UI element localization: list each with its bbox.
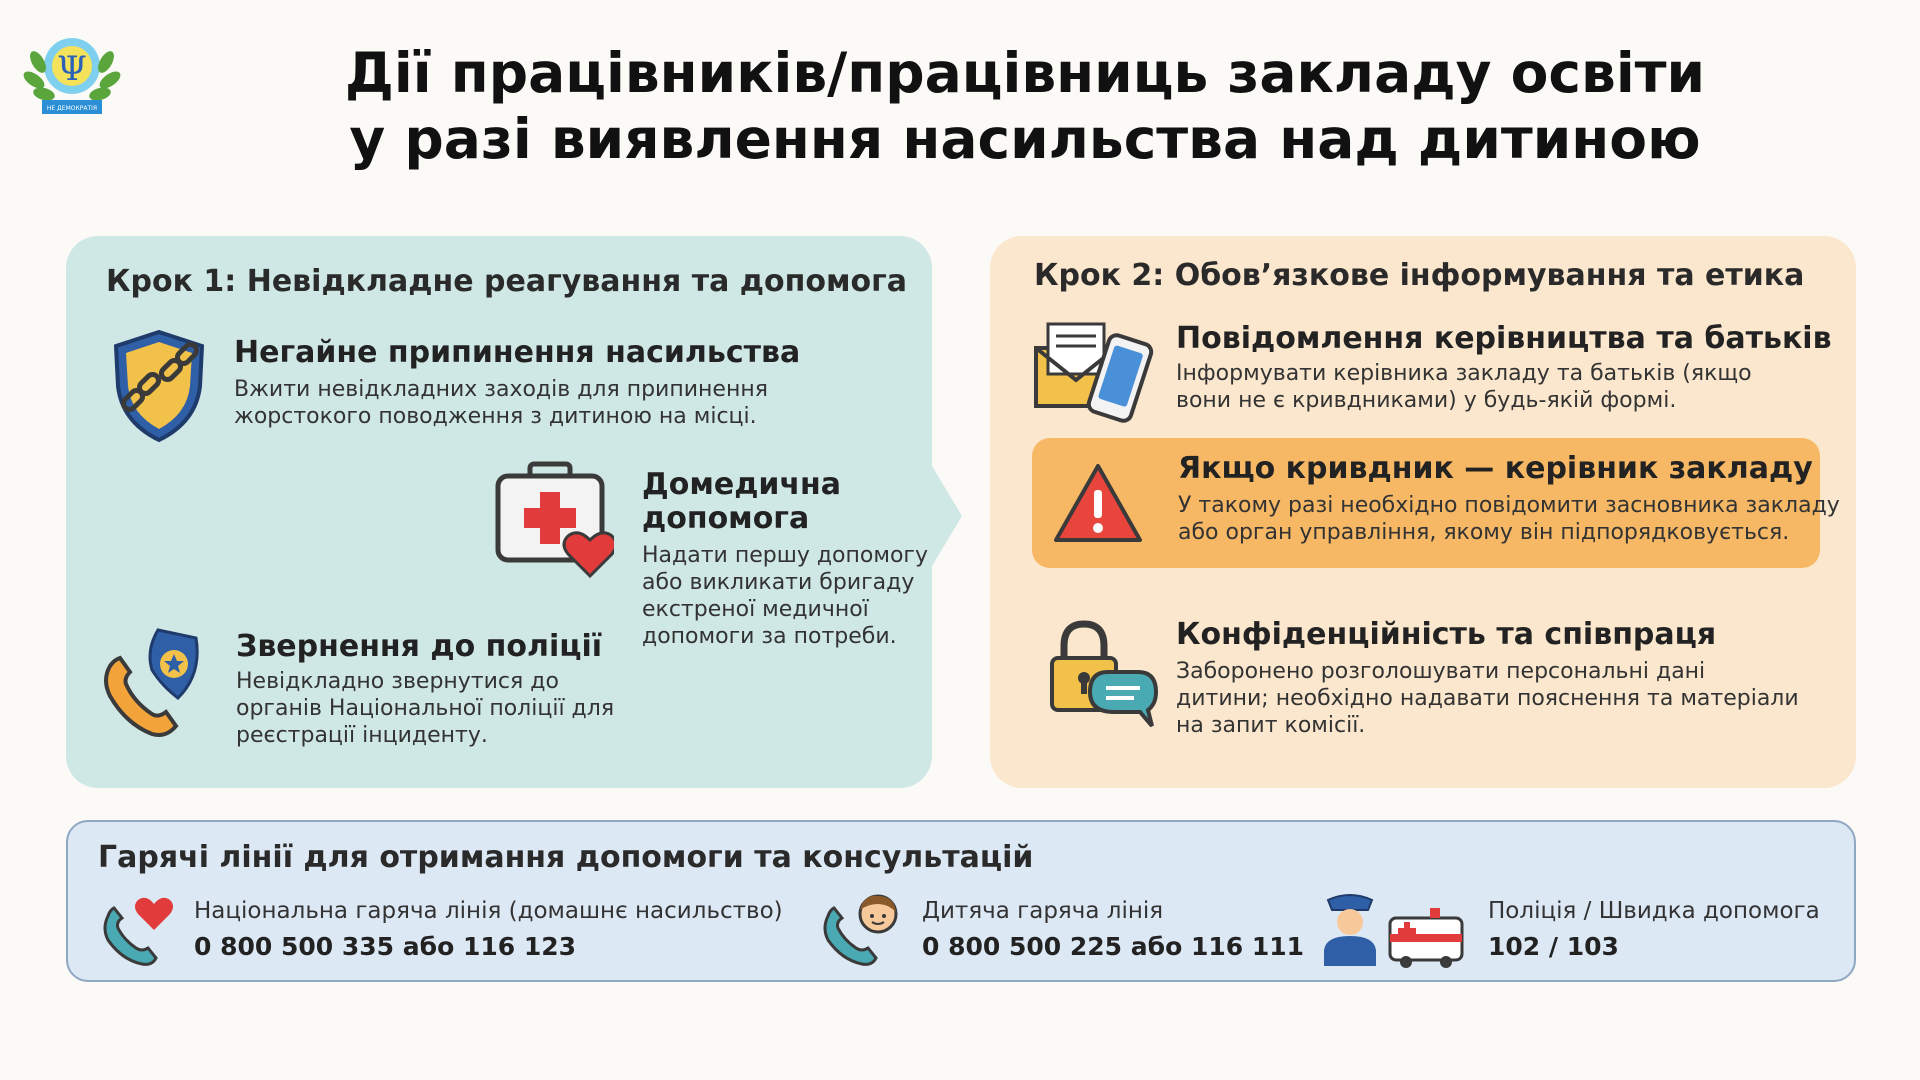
shield-broken-chain-icon xyxy=(104,326,214,446)
step1-item1-heading: Негайне припинення насильства xyxy=(234,335,801,370)
step2-warning-box xyxy=(1032,438,1840,568)
phone-heart-icon xyxy=(98,890,178,966)
title-line-2: у разі виявлення насильства над дитиною xyxy=(349,107,1701,171)
step2-title: Крок 2: Обов’язкове інформування та етика xyxy=(1034,258,1805,293)
step2-item1-text xyxy=(1176,360,1752,414)
hotlines-panel xyxy=(66,820,1856,982)
police-ambulance-icon xyxy=(1318,890,1468,968)
hotline-national xyxy=(98,890,783,970)
step2-item1-line2: вони не є кривдниками) у будь-якій формі. xyxy=(1176,388,1677,413)
step1-item2-line2: або викликати бригаду xyxy=(642,570,915,595)
hotline-police-number[interactable]: 102 / 103 xyxy=(1488,932,1619,961)
first-aid-kit-icon xyxy=(494,458,614,582)
step1-item-stop-violence xyxy=(104,326,864,446)
hotlines-title: Гарячі лінії для отримання допомоги та консультацій xyxy=(98,840,1034,875)
step2-item1-heading: Повідомлення керівництва та батьків xyxy=(1176,321,1832,356)
step1-item-police xyxy=(96,626,696,756)
step1-item1-line2: жорстокого поводження з дитиною на місці. xyxy=(234,404,757,429)
police-phone-icon xyxy=(96,626,212,742)
phone-child-icon xyxy=(818,890,902,966)
page-title xyxy=(150,40,1900,172)
step2-item3-heading: Конфіденційність та співпраця xyxy=(1176,617,1717,652)
step2-item3-line2: дитини; необхідно надавати пояснення та матеріали xyxy=(1176,686,1799,711)
step2-item3-line3: на запит комісії. xyxy=(1176,713,1366,738)
step1-item2-heading-line1: Домедична xyxy=(642,467,842,502)
hotline-police-ambulance xyxy=(1318,890,1838,970)
hotline-police-label: Поліція / Швидка допомога xyxy=(1488,898,1820,924)
lock-chat-icon xyxy=(1048,616,1158,732)
step1-item1-text xyxy=(234,376,768,430)
step1-item2-heading xyxy=(642,468,841,536)
step2-item-notify xyxy=(1030,318,1830,428)
step2-item1-line1: Інформувати керівника закладу та батьків (якщо xyxy=(1176,361,1752,386)
step1-item2-line1: Надати першу допомогу xyxy=(642,543,928,568)
step1-title: Крок 1: Невідкладне реагування та допомога xyxy=(106,264,907,299)
hotline-national-label: Національна гаряча лінія (домашнє насильство) xyxy=(194,898,783,924)
warning-icon xyxy=(1050,460,1146,548)
step1-item1-line1: Вжити невідкладних заходів для припинення xyxy=(234,377,768,402)
step1-item3-line3: реєстрації інциденту. xyxy=(236,723,488,748)
step2-card xyxy=(990,236,1856,788)
logo-caption: НЕ ДЕМОКРАТІЯ xyxy=(46,105,98,112)
step2-item-confidentiality xyxy=(1048,616,1848,766)
envelope-phone-icon xyxy=(1030,318,1154,424)
step1-item2-line3: екстреної медичної xyxy=(642,597,869,622)
svg-text:Ψ: Ψ xyxy=(57,49,87,89)
hotline-children xyxy=(818,890,1318,970)
step1-arrow-notch xyxy=(932,466,962,566)
step1-item3-heading: Звернення до поліції xyxy=(236,629,603,664)
title-line-1: Дії працівників/працівниць закладу освіти xyxy=(344,41,1706,105)
step1-item3-line1: Невідкладно звернутися до xyxy=(236,669,559,694)
step2-item2-text xyxy=(1178,492,1838,546)
hotline-children-number[interactable]: 0 800 500 225 або 116 111 xyxy=(922,932,1305,961)
step1-item3-text xyxy=(236,668,614,749)
step1-item3-line2: органів Національної поліції для xyxy=(236,696,615,721)
step1-item2-line4: допомоги за потреби. xyxy=(642,624,897,649)
step1-item2-heading-line2: допомога xyxy=(642,501,810,536)
hotline-national-number[interactable]: 0 800 500 335 або 116 123 xyxy=(194,932,577,961)
step2-item2-line2: або орган управління, якому він підпорядковується. xyxy=(1178,520,1790,545)
hotline-children-label: Дитяча гаряча лінія xyxy=(922,898,1164,924)
step2-item3-line1: Заборонено розголошувати персональні дані xyxy=(1176,659,1706,684)
step2-item3-text xyxy=(1176,658,1799,739)
step1-card xyxy=(66,236,932,788)
step2-item2-heading: Якщо кривдник — керівник закладу xyxy=(1178,451,1813,486)
step2-item2-line1: У такому разі необхідно повідомити засновника закладу xyxy=(1178,493,1840,518)
logo xyxy=(16,22,128,118)
